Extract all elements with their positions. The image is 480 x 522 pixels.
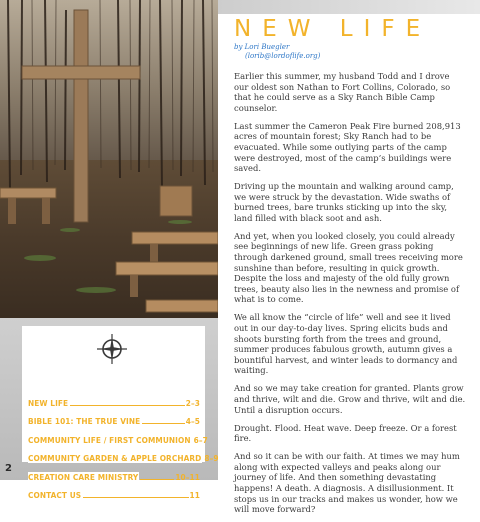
author-name: by Lori Buegler bbox=[234, 43, 290, 51]
article-title: NEW LIFE bbox=[234, 16, 432, 42]
toc-item[interactable] bbox=[28, 445, 219, 464]
toc-item[interactable] bbox=[28, 426, 208, 445]
article-paragraph: Driving up the mountain and walking around camp, we were struck by the devastation. Wide swaths of burned trees, bare trunks sticking up into the sky, land filled with black soot and ash. bbox=[234, 181, 454, 223]
toc-item[interactable] bbox=[28, 389, 200, 408]
toc-item-label: NEW LIFE bbox=[28, 397, 69, 408]
toc-item-pages: 4–5 bbox=[185, 416, 200, 426]
article-paragraph: And so we may take creation for granted. Plants grow and thrive, wilt and die. Grow and thrive, wilt and die. Until a disruption occurs. bbox=[234, 383, 466, 415]
toc-item-label: BIBLE 101: THE TRUE VINE bbox=[28, 416, 141, 426]
toc-item-label: CONTACT US bbox=[28, 490, 82, 500]
table-of-contents bbox=[22, 326, 219, 500]
toc-item-pages: 2–3 bbox=[185, 397, 200, 408]
toc-item-label: COMMUNITY GARDEN & APPLE ORCHARD bbox=[28, 453, 202, 463]
page-number: 2 bbox=[5, 463, 12, 474]
toc-item-pages: 8–9 bbox=[204, 453, 219, 463]
toc-leader bbox=[70, 405, 185, 406]
toc-leader bbox=[140, 479, 174, 480]
article-paragraph: Earlier this summer, my husband Todd and I drove our oldest son Nathan to Fort Collins, Colorado, so that he could serve as a Sky Ranch Bible Camp counselor. bbox=[234, 71, 451, 113]
toc-item-label: COMMUNITY LIFE / FIRST COMMUNION bbox=[28, 434, 191, 445]
compass-icon bbox=[97, 334, 127, 364]
article-paragraph: And so it can be with our faith. At times we may hum along with expected valleys and peaks along our journey of life. And then something devastating happens! A death. A diagnosis. A disillusionment. It stops us in our tracks and makes us wonder, how we will move forward? bbox=[234, 451, 460, 515]
byline bbox=[234, 43, 320, 61]
article-body bbox=[234, 71, 466, 522]
camp-cross-photo bbox=[0, 0, 218, 318]
toc-item-label: CREATION CARE MINISTRY bbox=[28, 471, 139, 482]
article-paragraph: We all know the “circle of life” well and see it lived out in our day-to-day lives. Spring elicits buds and shoots bursting forth from the trees and ground, summer produces fabulous growth, autumn gives a bountiful harvest, and winter leads to dormancy and waiting. bbox=[234, 312, 458, 376]
toc-list bbox=[28, 389, 219, 500]
top-gray-band bbox=[218, 0, 480, 14]
toc-leader bbox=[142, 423, 185, 424]
toc-item[interactable] bbox=[28, 463, 200, 482]
toc-item-pages: 6–7 bbox=[193, 434, 208, 445]
toc-item-pages: 11 bbox=[189, 490, 200, 500]
toc-item-pages: 10–11 bbox=[175, 471, 200, 482]
toc-item[interactable] bbox=[28, 482, 200, 501]
article-paragraph: Drought. Flood. Heat wave. Deep freeze. Or a forest fire. bbox=[234, 422, 457, 444]
toc-leader bbox=[83, 497, 188, 498]
article-paragraph: Last summer the Cameron Peak Fire burned 208,913 acres of mountain forest; Sky Ranch had to be evacuated. While some outlying parts of the camp were destroyed, most of the camp’s buildings were saved. bbox=[234, 120, 461, 174]
article-paragraph: And yet, when you looked closely, you could already see beginnings of new life. Green grass poking through darkened ground, small trees receiving more sunshine than before, resulting in quick growth. Despite the loss and majesty of the old fully grown trees, beauty also lies in the newness and promise of what is to come. bbox=[234, 230, 463, 305]
author-email[interactable]: (lorib@lordoflife.org) bbox=[245, 52, 321, 60]
burned-forest-illustration bbox=[0, 0, 218, 318]
toc-item[interactable] bbox=[28, 408, 200, 427]
